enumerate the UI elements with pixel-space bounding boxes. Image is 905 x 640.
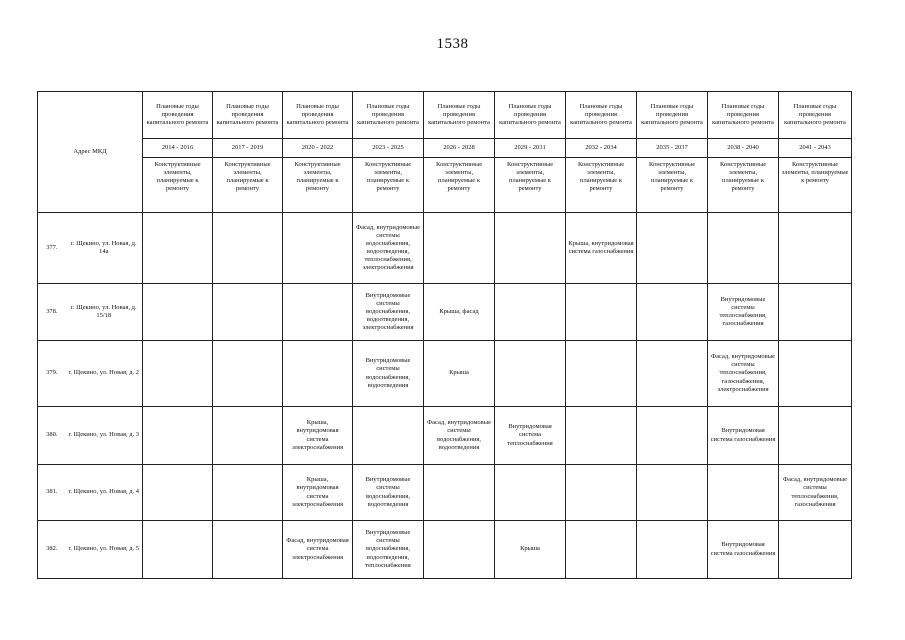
period-header: 2017 - 2019 bbox=[213, 139, 283, 158]
repair-cell bbox=[143, 341, 213, 407]
elements-header: Конструктивные элементы, планируемые к ремонту bbox=[708, 158, 779, 213]
repair-cell bbox=[213, 465, 283, 521]
repair-cell bbox=[213, 284, 283, 341]
header-row-elements bbox=[38, 158, 852, 213]
plan-years-header: Плановые годы проведения капитального ремонта bbox=[708, 92, 779, 139]
period-header: 2026 - 2028 bbox=[424, 139, 495, 158]
plan-years-header: Плановые годы проведения капитального ремонта bbox=[424, 92, 495, 139]
repair-cell bbox=[495, 284, 566, 341]
address-header bbox=[38, 92, 143, 213]
repair-cell bbox=[637, 407, 708, 465]
elements-header: Конструктивные элементы, планируемые к ремонту bbox=[566, 158, 637, 213]
plan-years-header: Плановые годы проведения капитального ремонта bbox=[213, 92, 283, 139]
elements-header: Конструктивные элементы, планируемые к ремонту bbox=[779, 158, 852, 213]
repair-cell bbox=[779, 213, 852, 284]
repair-cell: Крыша, внутридомовая система газоснабжения bbox=[566, 213, 637, 284]
row-address: г. Щекино, ул. Новая, д. 5 bbox=[66, 521, 143, 579]
plan-years-header: Плановые годы проведения капитального ремонта bbox=[566, 92, 637, 139]
row-number: 377. bbox=[38, 213, 66, 284]
period-header: 2032 - 2034 bbox=[566, 139, 637, 158]
header-row-years bbox=[38, 139, 852, 158]
plan-years-header: Плановые годы проведения капитального ремонта bbox=[353, 92, 424, 139]
row-number: 379. bbox=[38, 341, 66, 407]
elements-header: Конструктивные элементы, планируемые к ремонту bbox=[143, 158, 213, 213]
repair-cell: Крыша bbox=[424, 341, 495, 407]
repair-cell bbox=[566, 284, 637, 341]
repair-cell bbox=[283, 284, 353, 341]
repair-cell bbox=[779, 407, 852, 465]
period-header: 2023 - 2025 bbox=[353, 139, 424, 158]
repair-cell bbox=[637, 284, 708, 341]
row-number: 378. bbox=[38, 284, 66, 341]
repair-cell: Фасад, внутридомовые системы теплоснабжения, газоснабжения bbox=[779, 465, 852, 521]
repair-cell bbox=[143, 407, 213, 465]
repair-cell bbox=[143, 521, 213, 579]
repair-cell: Внутридомовые системы теплоснабжения, газоснабжения bbox=[708, 284, 779, 341]
repair-cell: Внутридомовая система газоснабжения bbox=[708, 521, 779, 579]
period-header: 2029 - 2031 bbox=[495, 139, 566, 158]
repair-cell bbox=[424, 521, 495, 579]
repair-cell: Фасад, внутридомовая система электроснабжения bbox=[283, 521, 353, 579]
repair-cell bbox=[213, 213, 283, 284]
repair-cell bbox=[637, 213, 708, 284]
plan-years-header: Плановые годы проведения капитального ремонта bbox=[283, 92, 353, 139]
repair-cell bbox=[495, 465, 566, 521]
repair-cell bbox=[283, 213, 353, 284]
repair-cell bbox=[566, 465, 637, 521]
table-row bbox=[38, 465, 852, 521]
table-row bbox=[38, 213, 852, 284]
row-address: г. Щекино, ул. Новая, д. 15/18 bbox=[66, 284, 143, 341]
period-header: 2035 - 2037 bbox=[637, 139, 708, 158]
repair-cell: Внутридомовые системы водоснабжения, водоотведения bbox=[353, 465, 424, 521]
table-row bbox=[38, 407, 852, 465]
repair-cell bbox=[143, 284, 213, 341]
period-header: 2038 - 2040 bbox=[708, 139, 779, 158]
plan-years-header: Плановые годы проведения капитального ремонта bbox=[495, 92, 566, 139]
repair-cell bbox=[495, 213, 566, 284]
repair-cell bbox=[353, 407, 424, 465]
repair-cell: Внутридомовые системы водоснабжения, водоотведения, электроснабжения bbox=[353, 284, 424, 341]
repair-cell: Внутридомовые системы водоснабжения, водоотведения bbox=[353, 341, 424, 407]
row-address: г. Щекино, ул. Новая, д. 14а bbox=[66, 213, 143, 284]
repair-cell: Внутридомовая система газоснабжения bbox=[708, 407, 779, 465]
repair-cell: Фасад, внутридомовые системы водоснабжения, водоотведения bbox=[424, 407, 495, 465]
table-row bbox=[38, 341, 852, 407]
row-number: 380. bbox=[38, 407, 66, 465]
row-address: г. Щекино, ул. Новая, д. 4 bbox=[66, 465, 143, 521]
page-number: 1538 bbox=[436, 36, 469, 52]
table-row bbox=[38, 284, 852, 341]
row-number: 382. bbox=[38, 521, 66, 579]
repair-cell bbox=[566, 407, 637, 465]
repair-cell bbox=[283, 341, 353, 407]
repair-cell: Внутридомовая система теплоснабжения bbox=[495, 407, 566, 465]
capital-repair-table bbox=[37, 91, 852, 579]
repair-cell bbox=[213, 521, 283, 579]
period-header: 2041 - 2043 bbox=[779, 139, 852, 158]
repair-cell bbox=[779, 521, 852, 579]
elements-header: Конструктивные элементы, планируемые к ремонту bbox=[424, 158, 495, 213]
repair-cell bbox=[143, 213, 213, 284]
repair-cell bbox=[637, 465, 708, 521]
elements-header: Конструктивные элементы, планируемые к ремонту bbox=[637, 158, 708, 213]
repair-cell: Крыша, внутридомовая система электроснабжения bbox=[283, 407, 353, 465]
elements-header: Конструктивные элементы, планируемые к ремонту bbox=[495, 158, 566, 213]
repair-cell bbox=[779, 341, 852, 407]
repair-cell: Внутридомовые системы водоснабжения, водоотведения, теплоснабжения bbox=[353, 521, 424, 579]
repair-cell bbox=[779, 284, 852, 341]
plan-years-header: Плановые годы проведения капитального ремонта bbox=[779, 92, 852, 139]
repair-cell bbox=[637, 521, 708, 579]
repair-cell bbox=[143, 465, 213, 521]
header-row-title bbox=[38, 92, 852, 139]
row-address: г. Щекино, ул. Новая, д. 3 bbox=[66, 407, 143, 465]
repair-cell bbox=[424, 213, 495, 284]
elements-header: Конструктивные элементы, планируемые к ремонту bbox=[353, 158, 424, 213]
repair-cell: Фасад, внутридомовые системы водоснабжения, водоотведения, теплоснабжения, электроснабжения bbox=[353, 213, 424, 284]
address-header-label: Адрес МКД bbox=[73, 147, 107, 155]
plan-years-header: Плановые годы проведения капитального ремонта bbox=[143, 92, 213, 139]
repair-cell bbox=[213, 341, 283, 407]
period-header: 2014 - 2016 bbox=[143, 139, 213, 158]
elements-header: Конструктивные элементы, планируемые к ремонту bbox=[213, 158, 283, 213]
repair-cell: Крыша, фасад bbox=[424, 284, 495, 341]
repair-cell bbox=[708, 213, 779, 284]
row-address: г. Щекино, ул. Новая, д. 2 bbox=[66, 341, 143, 407]
repair-cell bbox=[708, 465, 779, 521]
row-number: 381. bbox=[38, 465, 66, 521]
repair-cell: Крыша, внутридомовая система электроснабжения bbox=[283, 465, 353, 521]
repair-cell bbox=[637, 341, 708, 407]
period-header: 2020 - 2022 bbox=[283, 139, 353, 158]
repair-cell bbox=[495, 341, 566, 407]
table-row bbox=[38, 521, 852, 579]
repair-cell bbox=[424, 465, 495, 521]
repair-cell: Крыша bbox=[495, 521, 566, 579]
plan-years-header: Плановые годы проведения капитального ремонта bbox=[637, 92, 708, 139]
repair-cell bbox=[566, 521, 637, 579]
repair-cell bbox=[213, 407, 283, 465]
repair-cell: Фасад, внутридомовые системы теплоснабжения, газоснабжения, электроснабжения bbox=[708, 341, 779, 407]
repair-cell bbox=[566, 341, 637, 407]
elements-header: Конструктивные элементы, планируемые к ремонту bbox=[283, 158, 353, 213]
